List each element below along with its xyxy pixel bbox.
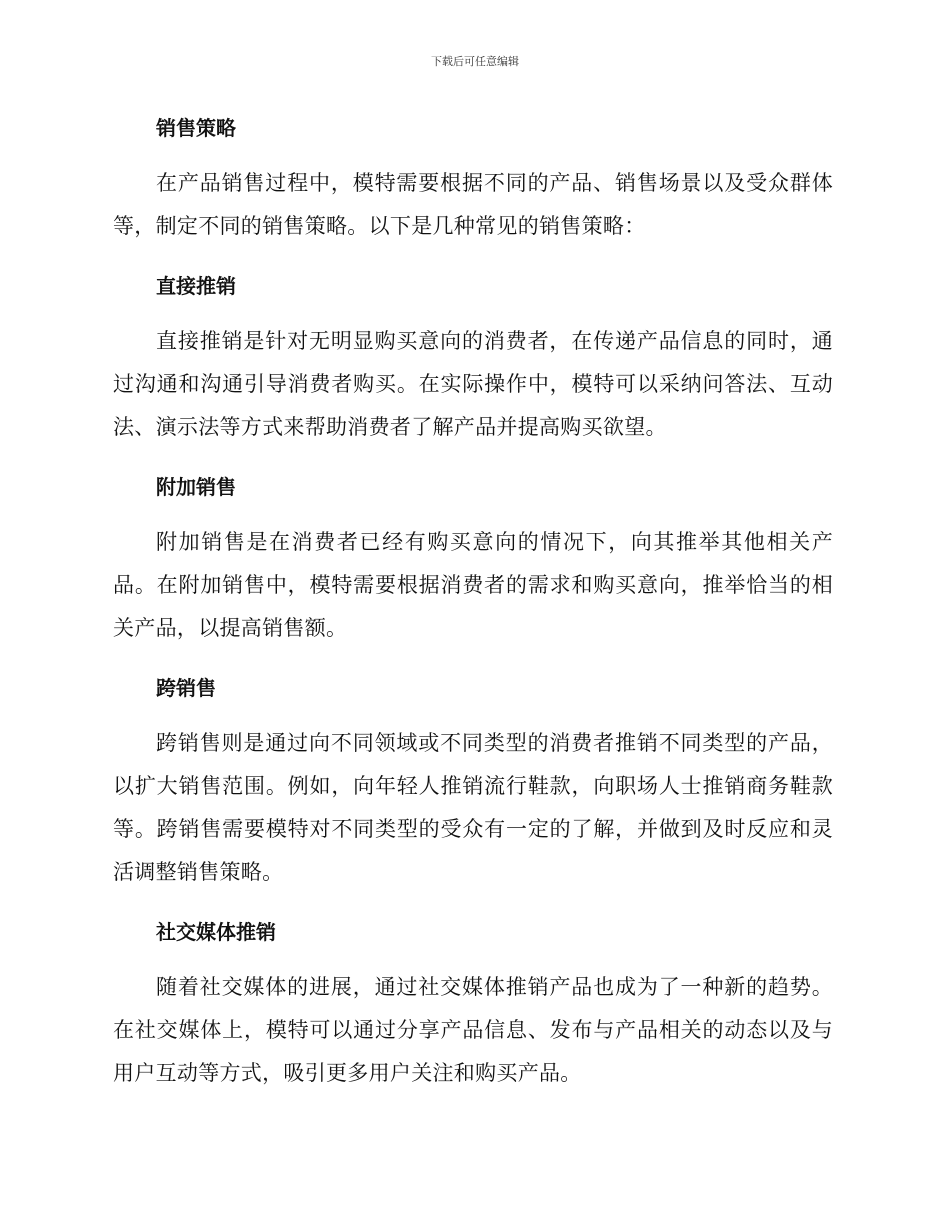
section-paragraph: 附加销售是在消费者已经有购买意向的情况下，向其推举其他相关产品。在附加销售中，模特需要根据消费者的需求和购买意向，推举恰当的相关产品，以提高销售额。 (113, 530, 833, 640)
section-heading: 附加销售 (156, 475, 236, 499)
section-paragraph: 跨销售则是通过向不同领域或不同类型的消费者推销不同类型的产品，以扩大销售范围。例如，向年轻人推销流行鞋款，向职场人士推销商务鞋款等。跨销售需要模特对不同类型的受众有一定的了解，并做到及时反应和灵活调整销售策略。 (113, 731, 833, 884)
section-paragraph: 在产品销售过程中，模特需要根据不同的产品、销售场景以及受众群体等，制定不同的销售策略。以下是几种常见的销售策略： (113, 171, 833, 238)
section-social-media-selling (113, 912, 833, 1095)
section-heading: 直接推销 (156, 274, 236, 298)
page-header: 下载后可任意编辑 (431, 55, 519, 68)
section-heading: 销售策略 (156, 116, 236, 140)
section-heading: 跨销售 (156, 676, 216, 700)
section-paragraph: 随着社交媒体的进展，通过社交媒体推销产品也成为了一种新的趋势。在社交媒体上，模特可以通过分享产品信息、发布与产品相关的动态以及与用户互动等方式，吸引更多用户关注和购买产品。 (113, 975, 833, 1085)
section-sales-strategy (113, 108, 833, 248)
section-add-on-selling (113, 467, 833, 650)
document-body (113, 108, 833, 1113)
section-direct-selling (113, 266, 833, 449)
section-paragraph: 直接推销是针对无明显购买意向的消费者，在传递产品信息的同时，通过沟通和沟通引导消费者购买。在实际操作中，模特可以采纳问答法、互动法、演示法等方式来帮助消费者了解产品并提高购买欲望。 (113, 329, 833, 439)
section-cross-selling (113, 668, 833, 894)
section-heading: 社交媒体推销 (156, 920, 276, 944)
